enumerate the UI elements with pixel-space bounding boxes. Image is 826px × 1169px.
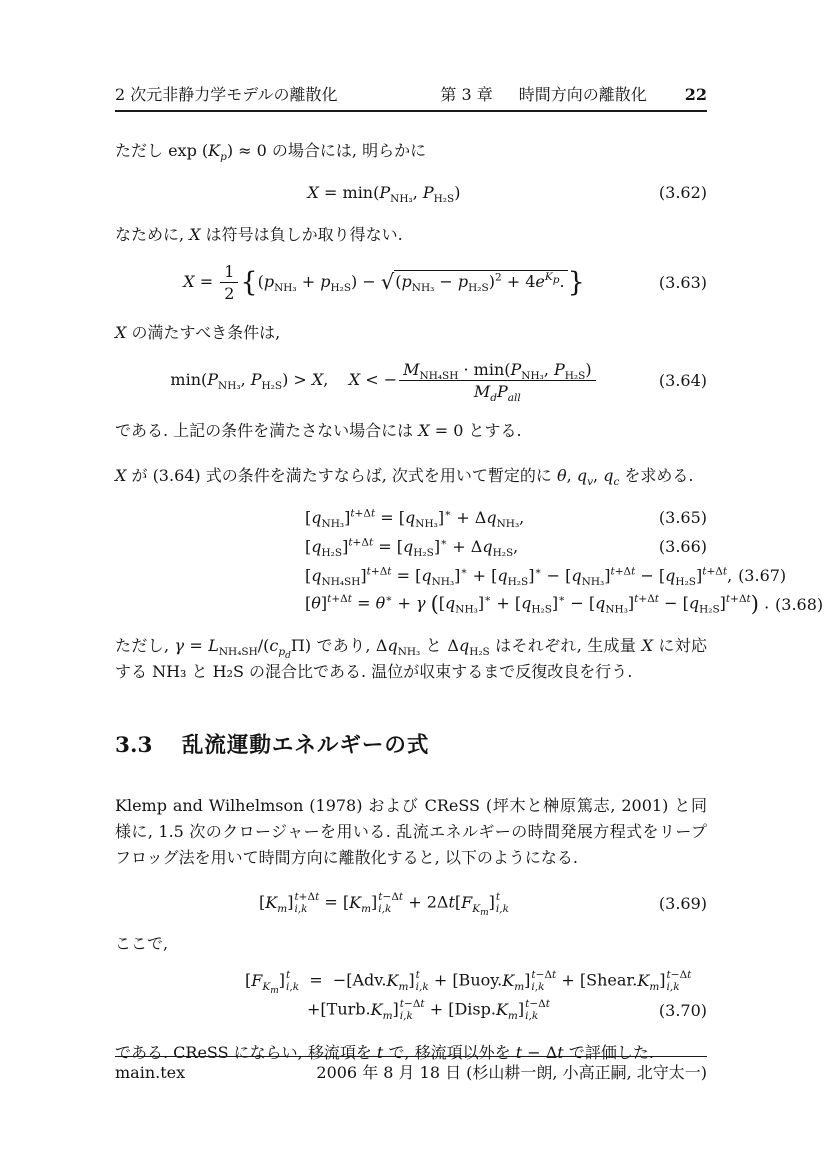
paragraph-condition-lead: X の満たすべき条件は,: [115, 323, 281, 342]
equation-group-365-368: [115, 503, 824, 618]
equation-362-body: $X = \min(P_{NH_3}$, $P_{H_2S}$): [307, 182, 461, 205]
paragraph-klemp: Klemp and Wilhelmson (1978) および CReSS (坪木と榊原篤志, 2001) と同様に, 1.5 次のクロージャーを用いる. 乱流エネルギーの時間発展方程式をリープフロッグ法を用いて時間方向に離散化すると, 以下のようになる.: [115, 796, 707, 867]
chapter-title: 時間方向の離散化: [518, 85, 647, 104]
equation-362-number: (3.62): [658, 182, 707, 202]
equation-367: [115, 561, 787, 589]
paragraph-after-364: である. 上記の条件を満たさない場合には X = 0 とする.: [115, 421, 522, 440]
header-rule: [115, 110, 707, 112]
equation-370-line1-body: $[F_{K_m}]$ t i,k = $-[Adv.K_m]$ t i,k + $[Buoy.K_m]$ t−Δt i,k + $[Shear.K_m]$ t−Δt i,k: [245, 969, 692, 996]
equation-368-body: $[\theta]^{t+\Delta t} = \theta^∗ + \gamma$ $([q_{NH_3}]^∗ + [q_{H_2S}]^∗ - [q_{NH_3}]^{t+\Delta t} - [q_{H_2S}]^{t+\Delta t})$ .: [305, 592, 770, 616]
chapter-label: 第 3 章: [440, 85, 493, 104]
equation-367-body: $[q_{NH_4SH}]^{t+\Delta t} = [q_{NH_3}]^∗ + [q_{H_2S}]^∗ - [q_{NH_3}]^{t+\Delta t} - [q_{H_2S}]^{t+\Delta t}$,: [305, 565, 733, 588]
paragraph-after-362: なために, X は符号は負しか取り得ない.: [115, 225, 403, 244]
paragraph-gamma-note: ただし, $\gamma = L_{NH_4SH}/(c_{p_d}\Pi)$ であり, $\Delta q_{NH_3}$ と $\Delta q_{H_2S}$ はそれぞれ, 生成量 X に対応する NH₃ と H₂S の混合比である. 温位が収束するまで反復改良を行う.: [115, 636, 707, 681]
equation-364-body: $\min(P_{NH_3}$, $P_{H_2S}) > X$, X < − $\frac{M_{NH_4SH} \cdot \min(P_{NH_3}, P_{H_2S})}{M_dP_{all}}$: [115, 360, 653, 401]
equation-368: [115, 590, 824, 618]
equation-366-number: (3.66): [658, 536, 707, 556]
section-title: 乱流運動エネルギーの式: [181, 733, 430, 758]
equation-365-number: (3.65): [658, 507, 707, 527]
equation-370-line2-body: $+[Turb.K_m]$ t−Δt i,k + $[Disp.K_m]$ t−Δt i,k: [307, 998, 550, 1022]
page-footer: [115, 1056, 707, 1084]
paragraph-provisional: X が (3.64) 式の条件を満たすならば, 次式を用いて暫定的に θ, $q_v$, $q_c$ を求める.: [115, 466, 694, 489]
equation-370-number: (3.70): [658, 1000, 707, 1020]
equation-370: [115, 967, 707, 1024]
equation-369: [115, 886, 707, 920]
page-number: 22: [684, 85, 707, 104]
equation-364: [115, 352, 707, 408]
equation-363-number: (3.63): [658, 272, 707, 292]
footer-row: [115, 1062, 707, 1084]
footer-rule: [115, 1056, 707, 1057]
equation-366-body: $[q_{H_2S}]^{t+\Delta t} = [q_{H_2S}]^∗ + \Delta q_{H_2S}$,: [305, 536, 519, 559]
equation-369-number: (3.69): [658, 893, 707, 913]
equation-367-number: (3.67): [738, 565, 787, 585]
equation-363: [115, 256, 707, 308]
footer-date: 2006 年 8 月 18 日 (杉山耕一朗, 小高正嗣, 北守太一): [316, 1063, 707, 1082]
equation-369-body: $[K_m]$ t+Δt i,k = $[K_m]$ t−Δt i,k + $2\Delta t[F_{K_m}]$ t i,k: [259, 891, 509, 918]
equation-368-number: (3.68): [775, 594, 824, 614]
equation-370-line1: [115, 967, 707, 995]
equation-363-body: X = $\frac{1}{2}$ {$(p_{NH_3} + p_{H_2S}) - √(p_{NH_3} - p_{H_2S})^2 + 4e^{K_p}$. }: [183, 261, 585, 303]
page-header: [115, 84, 707, 106]
equation-365: [115, 503, 707, 531]
section-number: 3.3: [115, 733, 153, 758]
running-head-left: 2 次元非静力学モデルの離散化: [115, 85, 338, 104]
equation-364-number: (3.64): [658, 370, 707, 390]
equation-365-body: $[q_{NH_3}]^{t+\Delta t} = [q_{NH_3}]^∗ + \Delta q_{NH_3}$,: [305, 507, 525, 530]
paragraph-intro-362: ただし $\exp (K_p) \approx 0$ の場合には, 明らかに: [115, 141, 427, 164]
equation-370-line2: [115, 996, 707, 1024]
equation-366: [115, 532, 707, 560]
equation-362: [115, 177, 707, 207]
paragraph-closing: である. CReSS にならい, 移流項を t で, 移流項以外を t − Δt で評価した.: [115, 1043, 654, 1062]
page-content: [115, 84, 824, 1066]
footer-filename: main.tex: [115, 1063, 186, 1082]
paragraph-kokode: ここで,: [115, 934, 169, 953]
section-heading-33: [115, 731, 707, 761]
